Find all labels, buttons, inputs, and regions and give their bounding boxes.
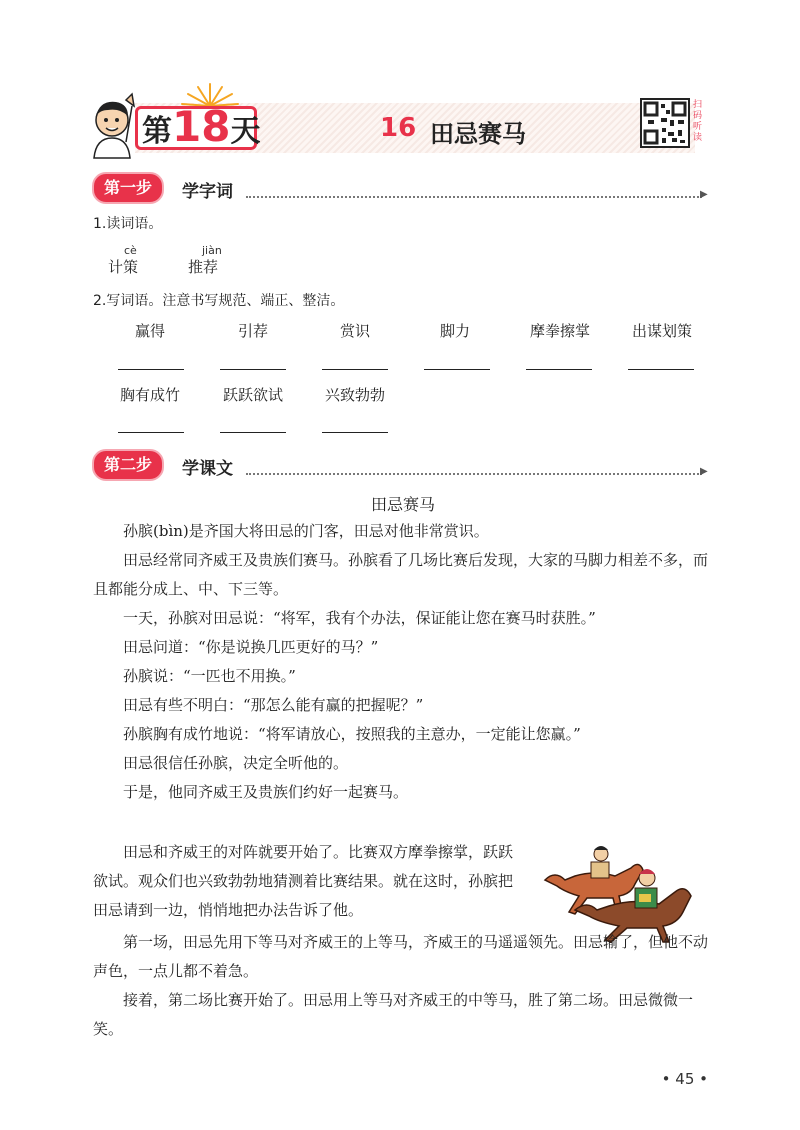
pinyin-jian: jiàn — [202, 244, 222, 257]
lesson-number: 16 — [380, 113, 417, 143]
paragraph-with-image — [93, 838, 525, 925]
step2-divider — [246, 473, 702, 475]
arrow-right-icon: ▶ — [700, 466, 708, 477]
step2-title: 学课文 — [182, 459, 233, 479]
text-title: 田忌赛马 — [370, 495, 435, 514]
paragraph: 一天，孙膑对田忌说：“将军，我有个办法，保证能让您在赛马时获胜。” — [123, 609, 596, 627]
page-number: • 45 • — [661, 1070, 708, 1088]
write-word: 兴致勃勃 — [324, 386, 385, 404]
paragraph: 田忌很信任孙膑，决定全听他的。 — [123, 754, 349, 772]
qr-code-icon[interactable] — [640, 98, 690, 148]
read-word-1: 计策 — [107, 258, 138, 276]
answer-blank[interactable] — [118, 369, 184, 370]
step1-pill: 第一步 — [92, 172, 164, 204]
question-2: 2.写词语。注意书写规范、端正、整洁。 — [93, 293, 345, 309]
text-body-bottom — [93, 928, 713, 1044]
write-word: 摩拳擦掌 — [529, 322, 590, 340]
paragraph: 孙膑胸有成竹地说：“将军请放心，按照我的主意办，一定能让您赢。” — [123, 725, 581, 743]
answer-blank[interactable] — [526, 369, 592, 370]
write-word: 赏识 — [339, 322, 370, 340]
answer-blank[interactable] — [220, 432, 286, 433]
day-number: 18 — [172, 102, 231, 151]
write-word: 跃跃欲试 — [222, 386, 283, 404]
step1-title: 学字词 — [182, 182, 233, 202]
read-word-2: 推荐 — [187, 258, 218, 276]
write-word: 赢得 — [134, 322, 165, 340]
paragraph: 于是，他同齐威王及贵族们约好一起赛马。 — [123, 783, 409, 801]
question-1: 1.读词语。 — [93, 216, 163, 232]
write-word: 出谋划策 — [631, 322, 692, 340]
step1-divider — [246, 196, 702, 198]
pinyin-ce: cè — [124, 244, 137, 257]
paragraph: 接着，第二场比赛开始了。田忌用上等马对齐威王的中等马，胜了第二场。田忌微微一笑。 — [93, 991, 694, 1038]
write-word: 胸有成竹 — [119, 386, 180, 404]
lesson-title: 田忌赛马 — [430, 120, 526, 148]
answer-blank[interactable] — [220, 369, 286, 370]
answer-blank[interactable] — [424, 369, 490, 370]
paragraph: 孙膑(bìn)是齐国大将田忌的门客，田忌对他非常赏识。 — [123, 522, 489, 540]
write-word: 引荐 — [237, 322, 268, 340]
write-word: 脚力 — [439, 322, 470, 340]
step2-pill: 第二步 — [92, 449, 164, 481]
paragraph: 田忌问道：“你是说换几匹更好的马？” — [123, 638, 379, 656]
answer-blank[interactable] — [628, 369, 694, 370]
answer-blank[interactable] — [118, 432, 184, 433]
qr-side-label: 扫码听读 — [693, 100, 703, 143]
paragraph: 田忌和齐威王的对阵就要开始了。比赛双方摩拳擦掌，跃跃欲试。观众们也兴致勃勃地猜测着比赛结果。就在这时，孙膑把田忌请到一边，悄悄地把办法告诉了他。 — [93, 843, 514, 919]
answer-blank[interactable] — [322, 432, 388, 433]
day-label: 第18天 — [142, 102, 261, 151]
paragraph: 第一场，田忌先用下等马对齐威王的上等马，齐威王的马遥遥领先。田忌输了，但他不动声色，一点儿都不着急。 — [93, 933, 709, 980]
paragraph: 孙膑说：“一匹也不用换。” — [123, 667, 296, 685]
paragraph: 田忌经常同齐威王及贵族们赛马。孙膑看了几场比赛后发现，大家的马脚力相差不多，而且都能分成上、中、下三等。 — [93, 551, 709, 598]
paragraph: 田忌有些不明白：“那怎么能有赢的把握呢？” — [123, 696, 424, 714]
answer-blank[interactable] — [322, 369, 388, 370]
arrow-right-icon: ▶ — [700, 189, 708, 200]
text-body-top — [93, 517, 713, 807]
boy-mascot-icon — [86, 92, 142, 160]
